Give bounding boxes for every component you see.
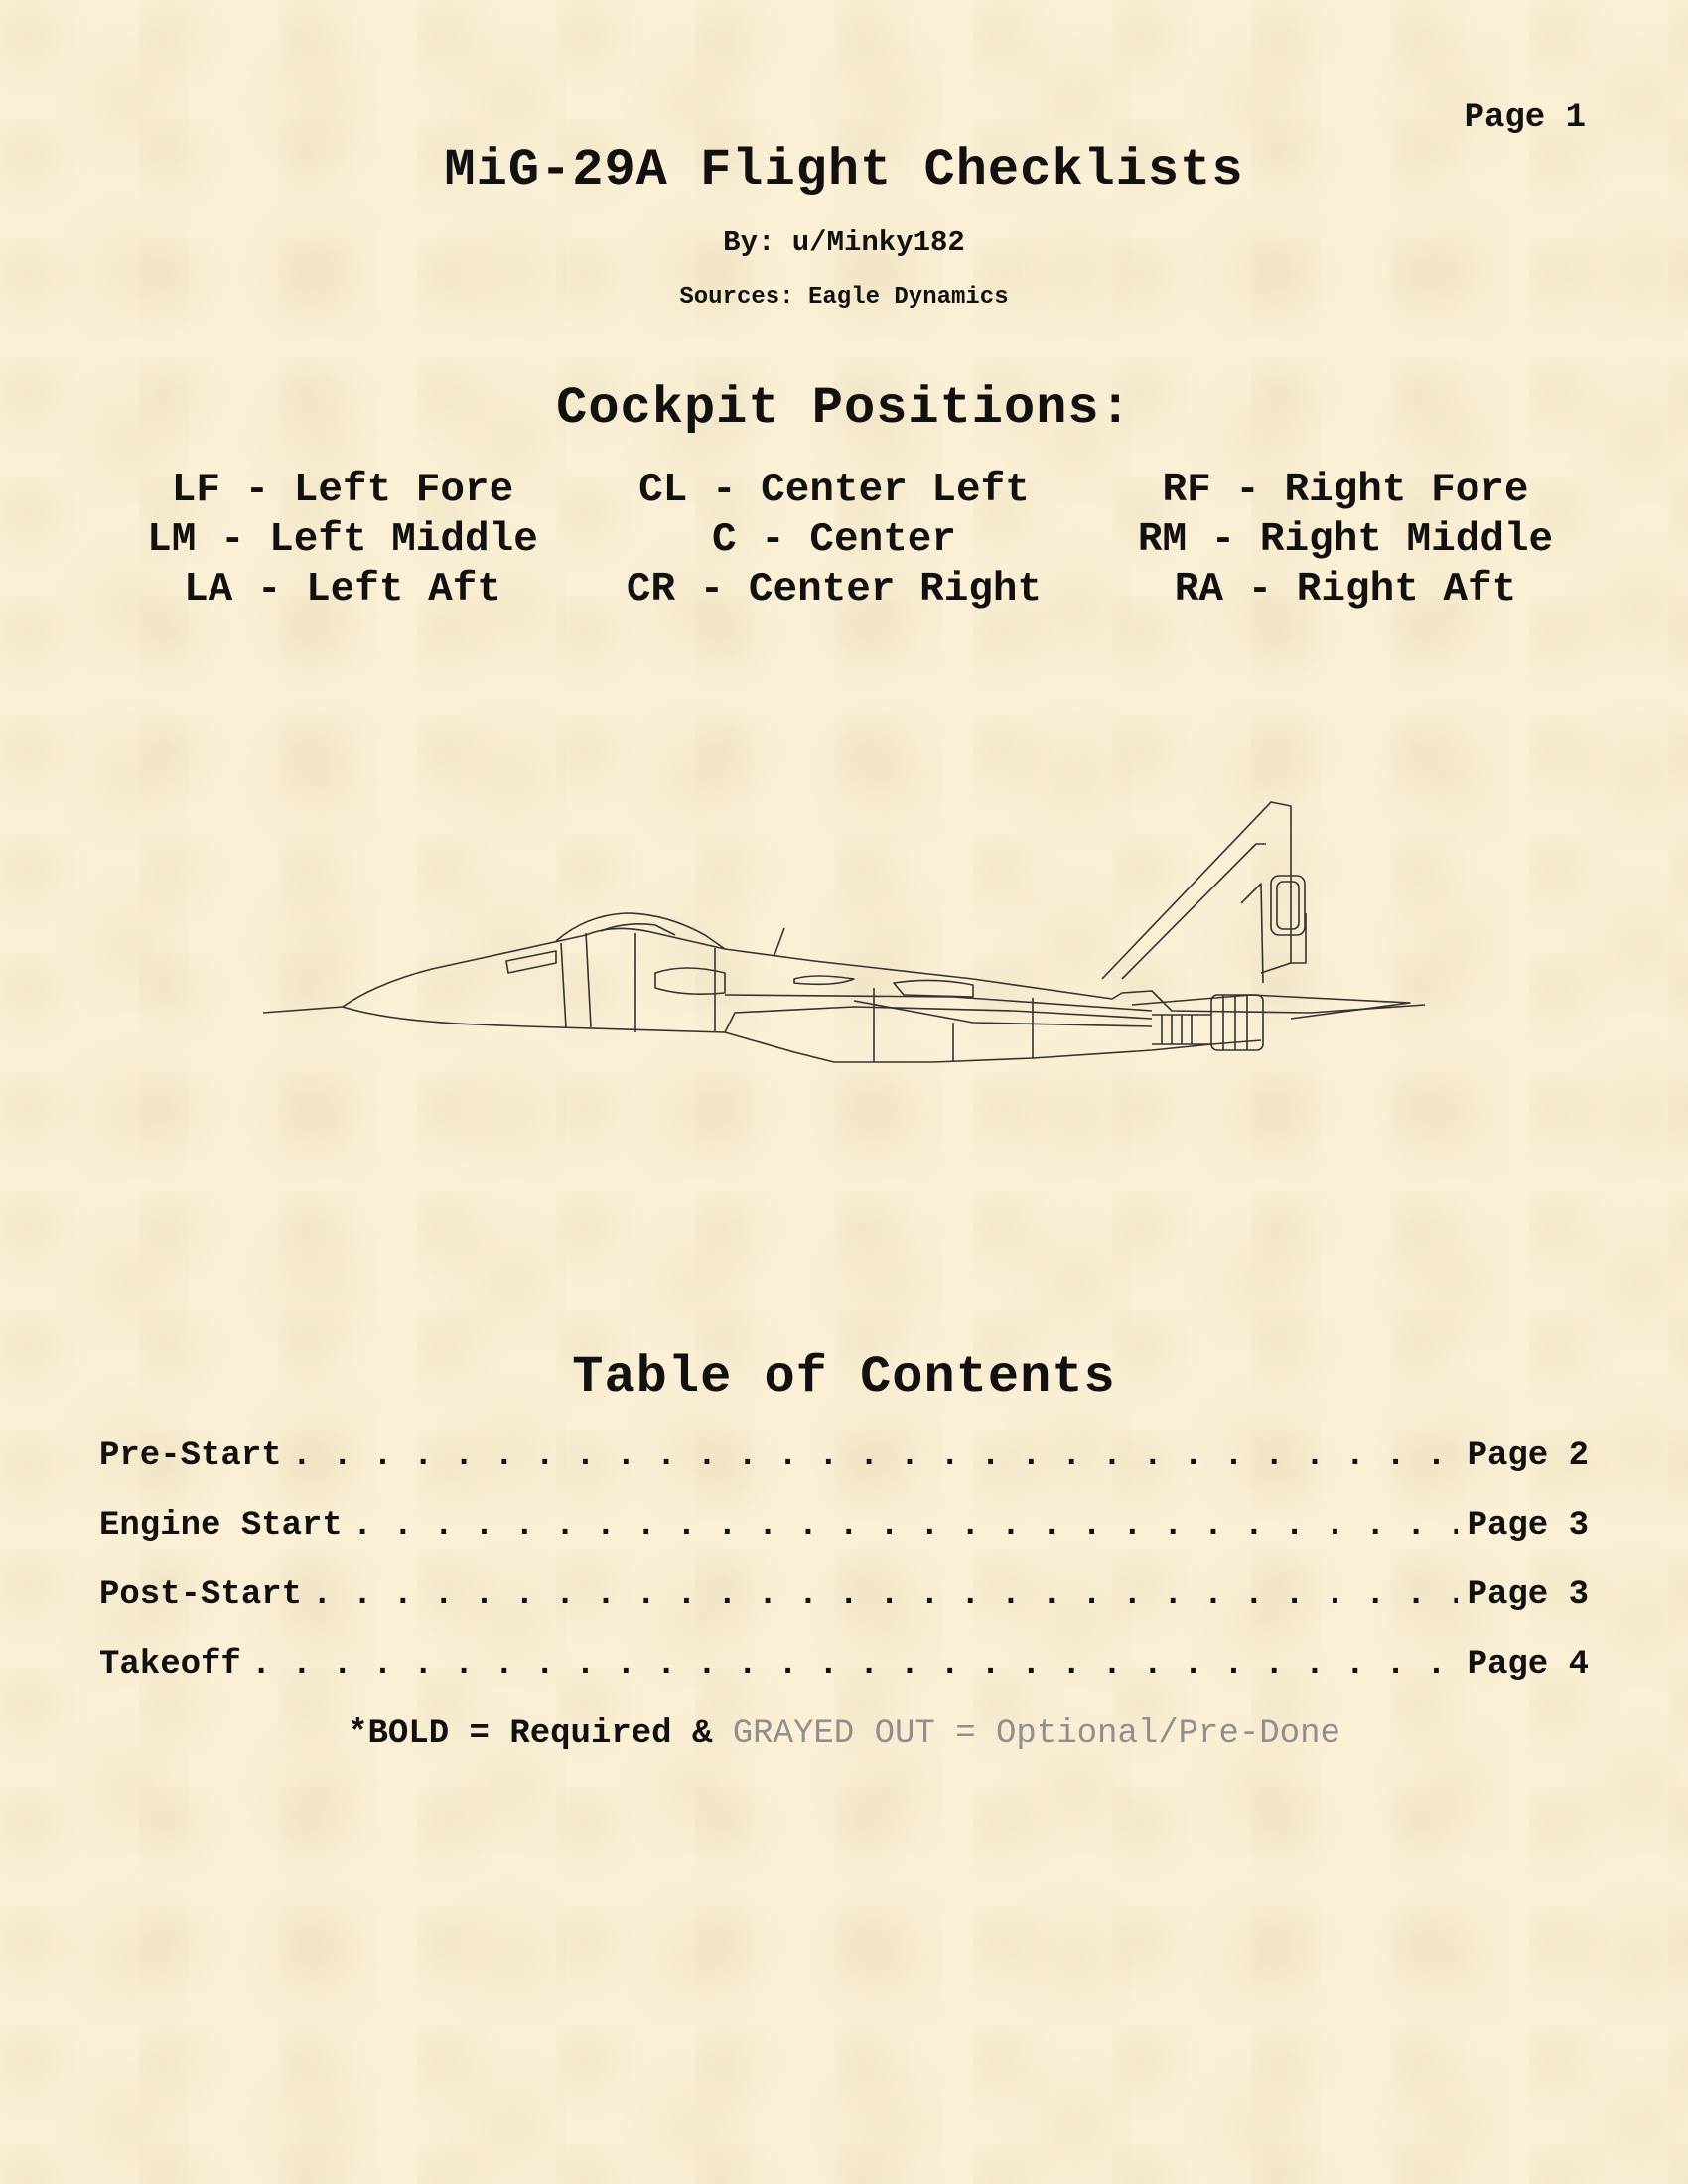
sources-line: Sources: Eagle Dynamics: [679, 284, 1009, 311]
mig29-line-drawing: [258, 784, 1430, 1082]
toc-page-ref: Page 4: [1467, 1646, 1589, 1684]
toc-page-ref: Page 2: [1467, 1437, 1589, 1475]
toc-page-ref: Page 3: [1467, 1507, 1589, 1545]
author-line: By: u/Minky182: [723, 226, 965, 259]
position-center: C - Center: [711, 517, 957, 563]
position-right-middle: RM - Right Middle: [1137, 517, 1554, 563]
toc-label: Pre-Start: [99, 1437, 282, 1475]
position-right-fore: RF - Right Fore: [1162, 468, 1529, 513]
toc-entry-engine-start[interactable]: [99, 1507, 1589, 1576]
formatting-legend: [0, 1715, 1688, 1753]
table-of-contents-heading: Table of Contents: [572, 1348, 1116, 1407]
position-right-aft: RA - Right Aft: [1174, 567, 1517, 613]
page-number: Page 1: [1464, 99, 1586, 137]
toc-leader-dots: [251, 1646, 1458, 1684]
toc-leader-dots: [292, 1437, 1458, 1475]
cockpit-positions-grid: [109, 467, 1599, 614]
toc-page-ref: Page 3: [1467, 1576, 1589, 1614]
toc-label: Post-Start: [99, 1576, 303, 1614]
cockpit-positions-heading: Cockpit Positions:: [556, 379, 1132, 438]
toc-entry-pre-start[interactable]: [99, 1437, 1589, 1507]
position-left-aft: LA - Left Aft: [184, 567, 501, 613]
position-center-right: CR - Center Right: [626, 567, 1043, 613]
toc-label: Engine Start: [99, 1507, 343, 1545]
toc-label: Takeoff: [99, 1646, 241, 1684]
toc-leader-dots: [312, 1576, 1458, 1614]
position-left-middle: LM - Left Middle: [147, 517, 538, 563]
position-center-left: CL - Center Left: [638, 468, 1030, 513]
toc-entry-takeoff[interactable]: [99, 1646, 1589, 1715]
toc-entry-post-start[interactable]: [99, 1576, 1589, 1646]
legend-grayed-optional: GRAYED OUT = Optional/Pre-Done: [732, 1715, 1340, 1753]
toc-leader-dots: [352, 1507, 1458, 1545]
legend-bold-required: *BOLD = Required &: [348, 1715, 713, 1753]
document-title: MiG-29A Flight Checklists: [444, 141, 1244, 200]
table-of-contents: [99, 1437, 1589, 1715]
position-left-fore: LF - Left Fore: [171, 468, 514, 513]
